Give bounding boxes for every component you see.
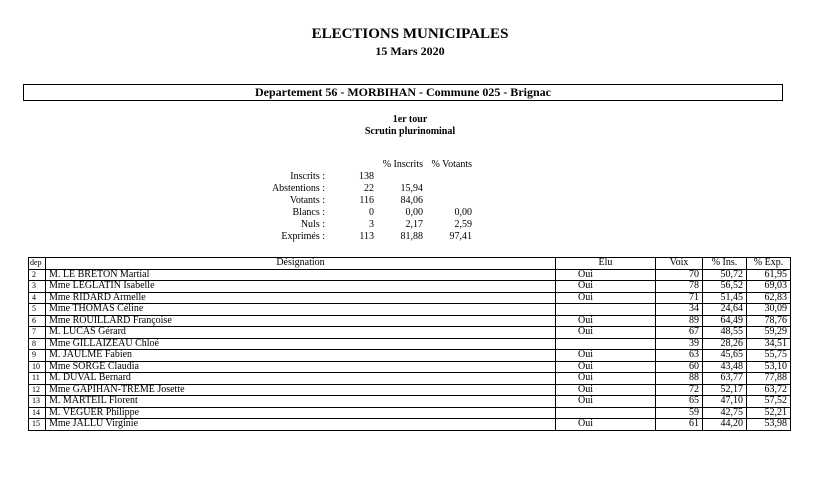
cell-pct-ins: 24,64: [703, 304, 747, 316]
cell-voix: 61: [656, 419, 703, 431]
table-row: [29, 407, 791, 419]
summary-pct-votants: [423, 183, 472, 195]
table-row: [29, 292, 791, 304]
summary-pct-inscrits: 15,94: [400, 183, 423, 194]
ballot-type-label: Scrutin plurinominal: [364, 126, 456, 137]
summary-pct-votants: [423, 171, 472, 183]
cell-designation: Mme RIDARD Armelle: [46, 292, 556, 304]
cell-elu: Oui: [556, 269, 656, 281]
cell-pct-exp: 78,76: [747, 315, 791, 327]
summary-row: [250, 171, 472, 183]
cell-elu: Oui: [556, 419, 656, 431]
summary-pct-inscrits: 84,06: [400, 195, 423, 206]
summary-row: [250, 207, 472, 219]
cell-pct-ins: 50,72: [703, 269, 747, 281]
cell-pct-ins: 51,45: [703, 292, 747, 304]
summary-label: Nuls :: [300, 219, 325, 230]
cell-pct-ins: 28,26: [703, 338, 747, 350]
summary-pct-votants: 2,59: [454, 219, 472, 230]
summary-value: 116: [359, 195, 374, 206]
election-date: 15 Mars 2020: [375, 44, 445, 58]
cell-elu: Oui: [556, 396, 656, 408]
cell-pct-ins: 64,49: [703, 315, 747, 327]
summary-row: [250, 219, 472, 231]
cell-designation: Mme LEGLATIN Isabelle: [46, 281, 556, 293]
cell-pct-ins: 45,65: [703, 350, 747, 362]
cell-voix: 34: [656, 304, 703, 316]
table-row: [29, 384, 791, 396]
summary-header-blank: [250, 159, 327, 171]
cell-voix: 39: [656, 338, 703, 350]
cell-elu: Oui: [556, 292, 656, 304]
results-table: [28, 257, 791, 431]
table-row: [29, 419, 791, 431]
summary-value: 3: [369, 219, 374, 230]
cell-designation: M. LUCAS Gérard: [46, 327, 556, 339]
cell-voix: 67: [656, 327, 703, 339]
table-row: [29, 396, 791, 408]
col-header-pct-ins: % Ins.: [703, 258, 747, 270]
cell-dep: 13: [29, 396, 46, 408]
table-row: [29, 373, 791, 385]
cell-voix: 60: [656, 361, 703, 373]
col-header-pct-inscrits: % Inscrits: [382, 159, 423, 170]
col-header-pct-votants: % Votants: [431, 159, 472, 170]
cell-designation: M. LE BRETON Martial: [46, 269, 556, 281]
department-banner: Departement 56 - MORBIHAN - Commune 025 - Brignac: [23, 84, 783, 101]
cell-designation: M. VEGUER Philippe: [46, 407, 556, 419]
cell-dep: 5: [29, 304, 46, 316]
cell-voix: 78: [656, 281, 703, 293]
cell-dep: 7: [29, 327, 46, 339]
cell-dep: 14: [29, 407, 46, 419]
cell-designation: Mme GILLAIZEAU Chloé: [46, 338, 556, 350]
cell-dep: 11: [29, 373, 46, 385]
table-row: [29, 350, 791, 362]
summary-value: 113: [359, 231, 374, 242]
cell-designation: M. JAULME Fabien: [46, 350, 556, 362]
cell-elu: [556, 338, 656, 350]
summary-label: Inscrits :: [290, 171, 325, 182]
table-row: [29, 304, 791, 316]
cell-designation: M. MARTEIL Florent: [46, 396, 556, 408]
cell-designation: M. DUVAL Bernard: [46, 373, 556, 385]
summary-header-row: [250, 159, 472, 171]
cell-pct-exp: 59,29: [747, 327, 791, 339]
summary-pct-votants: 97,41: [449, 231, 472, 242]
cell-dep: 4: [29, 292, 46, 304]
cell-pct-ins: 48,55: [703, 327, 747, 339]
summary-pct-votants: [423, 195, 472, 207]
cell-elu: Oui: [556, 361, 656, 373]
cell-voix: 88: [656, 373, 703, 385]
cell-voix: 89: [656, 315, 703, 327]
cell-pct-exp: 57,52: [747, 396, 791, 408]
cell-pct-ins: 63,77: [703, 373, 747, 385]
cell-elu: Oui: [556, 373, 656, 385]
summary-label: Exprimés :: [281, 231, 325, 242]
cell-pct-exp: 61,95: [747, 269, 791, 281]
round-label: 1er tour: [392, 114, 428, 125]
cell-dep: 6: [29, 315, 46, 327]
cell-pct-exp: 53,98: [747, 419, 791, 431]
table-row: [29, 281, 791, 293]
cell-pct-exp: 55,75: [747, 350, 791, 362]
summary-pct-inscrits: 2,17: [405, 219, 423, 230]
cell-pct-exp: 53,10: [747, 361, 791, 373]
cell-pct-exp: 52,21: [747, 407, 791, 419]
summary-body: [250, 159, 472, 243]
cell-voix: 71: [656, 292, 703, 304]
cell-designation: Mme THOMAS Céline: [46, 304, 556, 316]
cell-elu: [556, 407, 656, 419]
col-header-voix: Voix: [656, 258, 703, 270]
summary-label: Votants :: [289, 195, 325, 206]
summary-label: Blancs :: [292, 207, 325, 218]
summary-row: [250, 231, 472, 243]
cell-dep: 2: [29, 269, 46, 281]
cell-elu: Oui: [556, 384, 656, 396]
cell-pct-exp: 62,83: [747, 292, 791, 304]
cell-voix: 63: [656, 350, 703, 362]
cell-elu: [556, 304, 656, 316]
summary-label: Abstentions :: [271, 183, 325, 194]
results-header-row: [29, 258, 791, 270]
cell-voix: 72: [656, 384, 703, 396]
cell-dep: 12: [29, 384, 46, 396]
cell-pct-ins: 52,17: [703, 384, 747, 396]
cell-pct-ins: 43,48: [703, 361, 747, 373]
cell-dep: 3: [29, 281, 46, 293]
summary-value: 0: [369, 207, 374, 218]
cell-pct-exp: 77,88: [747, 373, 791, 385]
cell-dep: 9: [29, 350, 46, 362]
cell-designation: Mme JALLU Virginie: [46, 419, 556, 431]
col-header-elu: Elu: [556, 258, 656, 270]
summary-pct-inscrits: [374, 171, 423, 183]
table-row: [29, 361, 791, 373]
col-header-designation: Désignation: [46, 258, 556, 270]
cell-voix: 59: [656, 407, 703, 419]
cell-dep: 15: [29, 419, 46, 431]
table-row: [29, 338, 791, 350]
col-header-dep: dep: [29, 258, 46, 270]
cell-voix: 70: [656, 269, 703, 281]
cell-dep: 10: [29, 361, 46, 373]
cell-voix: 65: [656, 396, 703, 408]
cell-pct-ins: 47,10: [703, 396, 747, 408]
summary-pct-inscrits: 81,88: [400, 231, 423, 242]
cell-pct-exp: 63,72: [747, 384, 791, 396]
cell-elu: Oui: [556, 350, 656, 362]
table-row: [29, 327, 791, 339]
results-body: [29, 269, 791, 430]
cell-pct-exp: 30,09: [747, 304, 791, 316]
cell-pct-exp: 34,51: [747, 338, 791, 350]
summary-row: [250, 195, 472, 207]
summary-pct-inscrits: 0,00: [405, 207, 423, 218]
summary-value: 138: [359, 171, 374, 182]
summary-row: [250, 183, 472, 195]
cell-designation: Mme GAPIHAN-TREME Josette: [46, 384, 556, 396]
cell-pct-ins: 56,52: [703, 281, 747, 293]
table-row: [29, 315, 791, 327]
cell-elu: Oui: [556, 315, 656, 327]
cell-designation: Mme ROUILLARD Françoise: [46, 315, 556, 327]
cell-designation: Mme SORGE Claudia: [46, 361, 556, 373]
summary-pct-votants: 0,00: [454, 207, 472, 218]
cell-elu: Oui: [556, 281, 656, 293]
cell-pct-exp: 69,03: [747, 281, 791, 293]
summary-table: [250, 159, 472, 243]
summary-value: 22: [364, 183, 374, 194]
cell-elu: Oui: [556, 327, 656, 339]
cell-pct-ins: 44,20: [703, 419, 747, 431]
page-title: ELECTIONS MUNICIPALES: [311, 26, 509, 42]
table-row: [29, 269, 791, 281]
summary-header-blank: [327, 159, 374, 171]
cell-dep: 8: [29, 338, 46, 350]
col-header-pct-exp: % Exp.: [747, 258, 791, 270]
cell-pct-ins: 42,75: [703, 407, 747, 419]
